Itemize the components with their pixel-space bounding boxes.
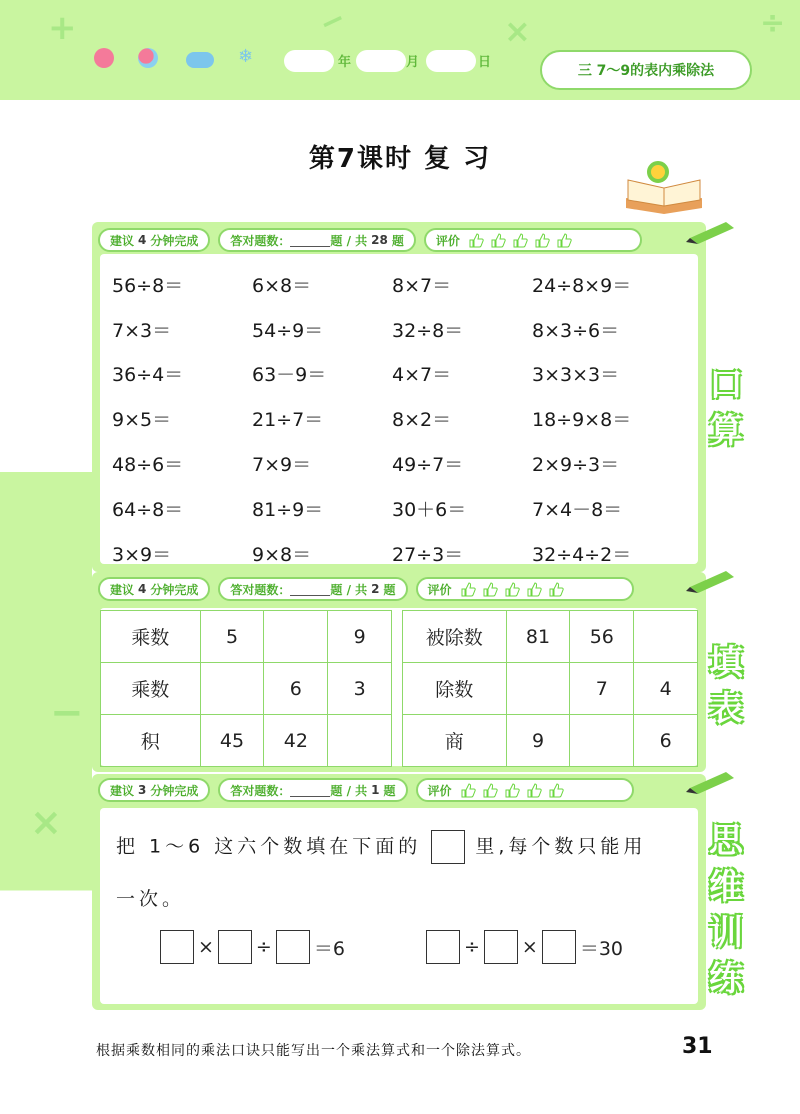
question-line-2: 一次。 [116, 888, 186, 910]
rating-pill [424, 228, 642, 252]
oral-problem: 6×8＝ [252, 274, 312, 297]
equation-1 [160, 930, 345, 964]
row-header: 被除数 [403, 611, 507, 663]
total-suffix: 题 [391, 233, 404, 248]
divide-decoration-icon: ÷ [760, 6, 786, 41]
answer-box[interactable] [276, 930, 310, 964]
rating-label: 评价 [427, 783, 452, 798]
side-char: 表 [709, 689, 743, 729]
left-green-strip [0, 100, 92, 1030]
year-field[interactable] [284, 50, 334, 72]
operator: ÷ [464, 936, 480, 958]
side-char: 维 [709, 867, 743, 907]
oral-side-label [704, 362, 748, 454]
oral-problem: 36÷4＝ [112, 364, 184, 387]
oral-problem: 27÷3＝ [392, 543, 464, 566]
oral-problem: 8×7＝ [392, 274, 452, 297]
table-row [403, 663, 698, 715]
rating-thumbs [460, 782, 564, 798]
times-decoration-icon: × [504, 12, 531, 50]
times-side-decoration-icon: × [30, 800, 62, 844]
total-value: 28 [371, 233, 388, 247]
plus-decoration-icon: + [48, 8, 77, 48]
oral-problem: 3×3×3＝ [532, 364, 620, 387]
operator: × [198, 936, 214, 958]
oral-row [112, 352, 672, 397]
month-label: 月 [406, 55, 420, 70]
minutes-value: 4 [138, 233, 147, 247]
suggest-pill [98, 778, 210, 802]
score-pill [218, 778, 407, 802]
minutes-suffix: 分钟完成 [150, 233, 199, 248]
pencil-icon [686, 218, 738, 244]
rating-label: 评价 [427, 582, 452, 597]
total-value: 1 [371, 783, 380, 797]
thumb-up-icon[interactable] [512, 232, 528, 248]
table-cell: 7 [570, 663, 634, 715]
side-char: 练 [709, 959, 743, 999]
answer-box[interactable] [542, 930, 576, 964]
side-char: 思 [709, 821, 743, 861]
multiply-table [100, 610, 392, 767]
thumb-up-icon[interactable] [460, 782, 476, 798]
answer-cell[interactable] [506, 663, 570, 715]
thumb-up-icon[interactable] [526, 782, 542, 798]
oral-problem: 9×5＝ [112, 409, 172, 432]
total-prefix: 题 / 共 [330, 233, 368, 248]
minutes-value: 4 [138, 582, 147, 596]
oral-problem: 24÷8×9＝ [532, 274, 632, 297]
book-flower-icon [622, 158, 706, 214]
answer-box[interactable] [160, 930, 194, 964]
divide-table [402, 610, 698, 767]
rating-pill [416, 577, 634, 601]
table-cell: 42 [264, 715, 328, 767]
thumb-up-icon[interactable] [490, 232, 506, 248]
correct-label: 答对题数： [230, 233, 291, 248]
oral-problem: 56÷8＝ [112, 274, 184, 297]
oral-problem: 54÷9＝ [252, 319, 324, 342]
operator: × [521, 936, 538, 958]
sunny-icon[interactable] [94, 48, 114, 68]
answer-box[interactable] [426, 930, 460, 964]
minutes-suffix: 分钟完成 [150, 783, 199, 798]
table-cell: 4 [634, 663, 698, 715]
unit-title: 三 7～9的表内乘除法 [540, 50, 752, 90]
correct-label: 答对题数： [230, 783, 291, 798]
oral-row [112, 441, 672, 486]
table-cell: 6 [264, 663, 328, 715]
total-prefix: 题 / 共 [330, 783, 368, 798]
row-header: 乘数 [101, 663, 201, 715]
table-side-label [704, 640, 748, 732]
table-cell: 56 [570, 611, 634, 663]
answer-cell[interactable] [264, 611, 328, 663]
oral-problem: 63－9＝ [252, 364, 327, 387]
question-line-1 [116, 830, 646, 864]
answer-cell[interactable] [570, 715, 634, 767]
oral-problem: 7×4－8＝ [532, 498, 623, 521]
oral-problem: 7×3＝ [112, 319, 172, 342]
oral-problem: 30＋6＝ [392, 498, 467, 521]
total-suffix: 题 [383, 582, 396, 597]
page-number: 31 [682, 1034, 713, 1059]
oral-problem: 3×9＝ [112, 543, 172, 566]
equation-2 [426, 930, 623, 964]
thumb-up-icon[interactable] [504, 782, 520, 798]
rating-thumbs [468, 232, 572, 248]
oral-problem: 49÷7＝ [392, 454, 464, 477]
correct-label: 答对题数： [230, 582, 291, 597]
oral-problem: 32÷4÷2＝ [532, 543, 632, 566]
suggest-pill [98, 228, 210, 252]
page-title: 第7课时 复 习 [308, 144, 492, 174]
total-value: 2 [371, 582, 380, 596]
table-row [101, 715, 392, 767]
year-label: 年 [338, 55, 352, 70]
month-field[interactable] [356, 50, 406, 72]
question-text: 里,每个数只能用 [475, 835, 647, 858]
example-box [431, 830, 465, 864]
table-cell: 5 [200, 611, 264, 663]
suggest-label: 建议 [110, 783, 135, 798]
score-pill [218, 228, 415, 252]
thumb-up-icon[interactable] [460, 581, 476, 597]
answer-cell[interactable] [328, 715, 392, 767]
thumb-up-icon[interactable] [482, 581, 498, 597]
oral-row [112, 396, 672, 441]
suggest-pill [98, 577, 210, 601]
oral-problem: 18÷9×8＝ [532, 409, 632, 432]
correct-count-field[interactable] [290, 783, 330, 797]
day-field[interactable] [426, 50, 476, 72]
score-pill [218, 577, 407, 601]
thumb-up-icon[interactable] [482, 782, 498, 798]
oral-problem: 21÷7＝ [252, 409, 324, 432]
oral-problem: 64÷8＝ [112, 498, 184, 521]
table-row [101, 611, 392, 663]
table-cell: 45 [200, 715, 264, 767]
thumb-up-icon[interactable] [548, 782, 564, 798]
oral-problem: 48÷6＝ [112, 454, 184, 477]
row-header: 积 [101, 715, 201, 767]
table-cell: 6 [634, 715, 698, 767]
total-suffix: 题 [383, 783, 396, 798]
thinking-side-label [704, 818, 748, 1002]
oral-problem: 8×2＝ [392, 409, 452, 432]
side-char: 训 [709, 913, 743, 953]
thumb-up-icon[interactable] [556, 232, 572, 248]
minutes-value: 3 [138, 783, 147, 797]
table-cell: 81 [506, 611, 570, 663]
oral-row [112, 307, 672, 352]
oral-row [112, 262, 672, 307]
question-text: 把 1～6 这六个数填在下面的 [116, 835, 422, 858]
table-cell: 9 [328, 611, 392, 663]
oral-problem: 8×3÷6＝ [532, 319, 620, 342]
table-cell: 9 [506, 715, 570, 767]
suggest-label: 建议 [110, 233, 135, 248]
pencil-icon [686, 768, 738, 794]
oral-row [112, 486, 672, 531]
correct-count-field[interactable] [290, 233, 330, 247]
day-label: 日 [478, 55, 492, 70]
table-row [403, 611, 698, 663]
rating-thumbs [460, 581, 564, 597]
minutes-suffix: 分钟完成 [150, 582, 199, 597]
row-header: 乘数 [101, 611, 201, 663]
thumb-up-icon[interactable] [504, 581, 520, 597]
correct-count-field[interactable] [290, 582, 330, 596]
oral-problem: 81÷9＝ [252, 498, 324, 521]
table-row [101, 663, 392, 715]
table-cell: 3 [328, 663, 392, 715]
rating-pill [416, 778, 634, 802]
rainy-icon[interactable] [186, 52, 214, 68]
oral-problem: 9×8＝ [252, 543, 312, 566]
oral-problem: 2×9÷3＝ [532, 454, 620, 477]
suggest-label: 建议 [110, 582, 135, 597]
oral-problem: 7×9＝ [252, 454, 312, 477]
answer-box[interactable] [218, 930, 252, 964]
rating-label: 评价 [435, 233, 460, 248]
answer-box[interactable] [484, 930, 518, 964]
equation-result: ＝30 [579, 937, 624, 960]
side-char: 算 [709, 411, 743, 451]
partly-cloudy-icon[interactable] [138, 48, 158, 68]
side-char: 口 [709, 365, 743, 405]
oral-problem: 4×7＝ [392, 364, 452, 387]
minus-decoration-icon: − [313, 0, 352, 43]
equation-result: ＝6 [313, 937, 345, 960]
answer-cell[interactable] [634, 611, 698, 663]
thumb-up-icon[interactable] [534, 232, 550, 248]
snowy-icon[interactable]: ❄ [238, 46, 254, 67]
table-row [403, 715, 698, 767]
operator: ÷ [255, 936, 272, 958]
oral-grid [112, 262, 672, 576]
oral-row [112, 531, 672, 576]
answer-cell[interactable] [200, 663, 264, 715]
thumb-up-icon[interactable] [526, 581, 542, 597]
thumb-up-icon[interactable] [548, 581, 564, 597]
minus-side-decoration-icon: − [50, 690, 84, 736]
row-header: 除数 [403, 663, 507, 715]
thumb-up-icon[interactable] [468, 232, 484, 248]
oral-problem: 32÷8＝ [392, 319, 464, 342]
total-prefix: 题 / 共 [330, 582, 368, 597]
row-header: 商 [403, 715, 507, 767]
pencil-icon [686, 567, 738, 593]
side-char: 填 [709, 643, 743, 683]
footer-tip: 根据乘数相同的乘法口诀只能写出一个乘法算式和一个除法算式。 [96, 1043, 531, 1059]
